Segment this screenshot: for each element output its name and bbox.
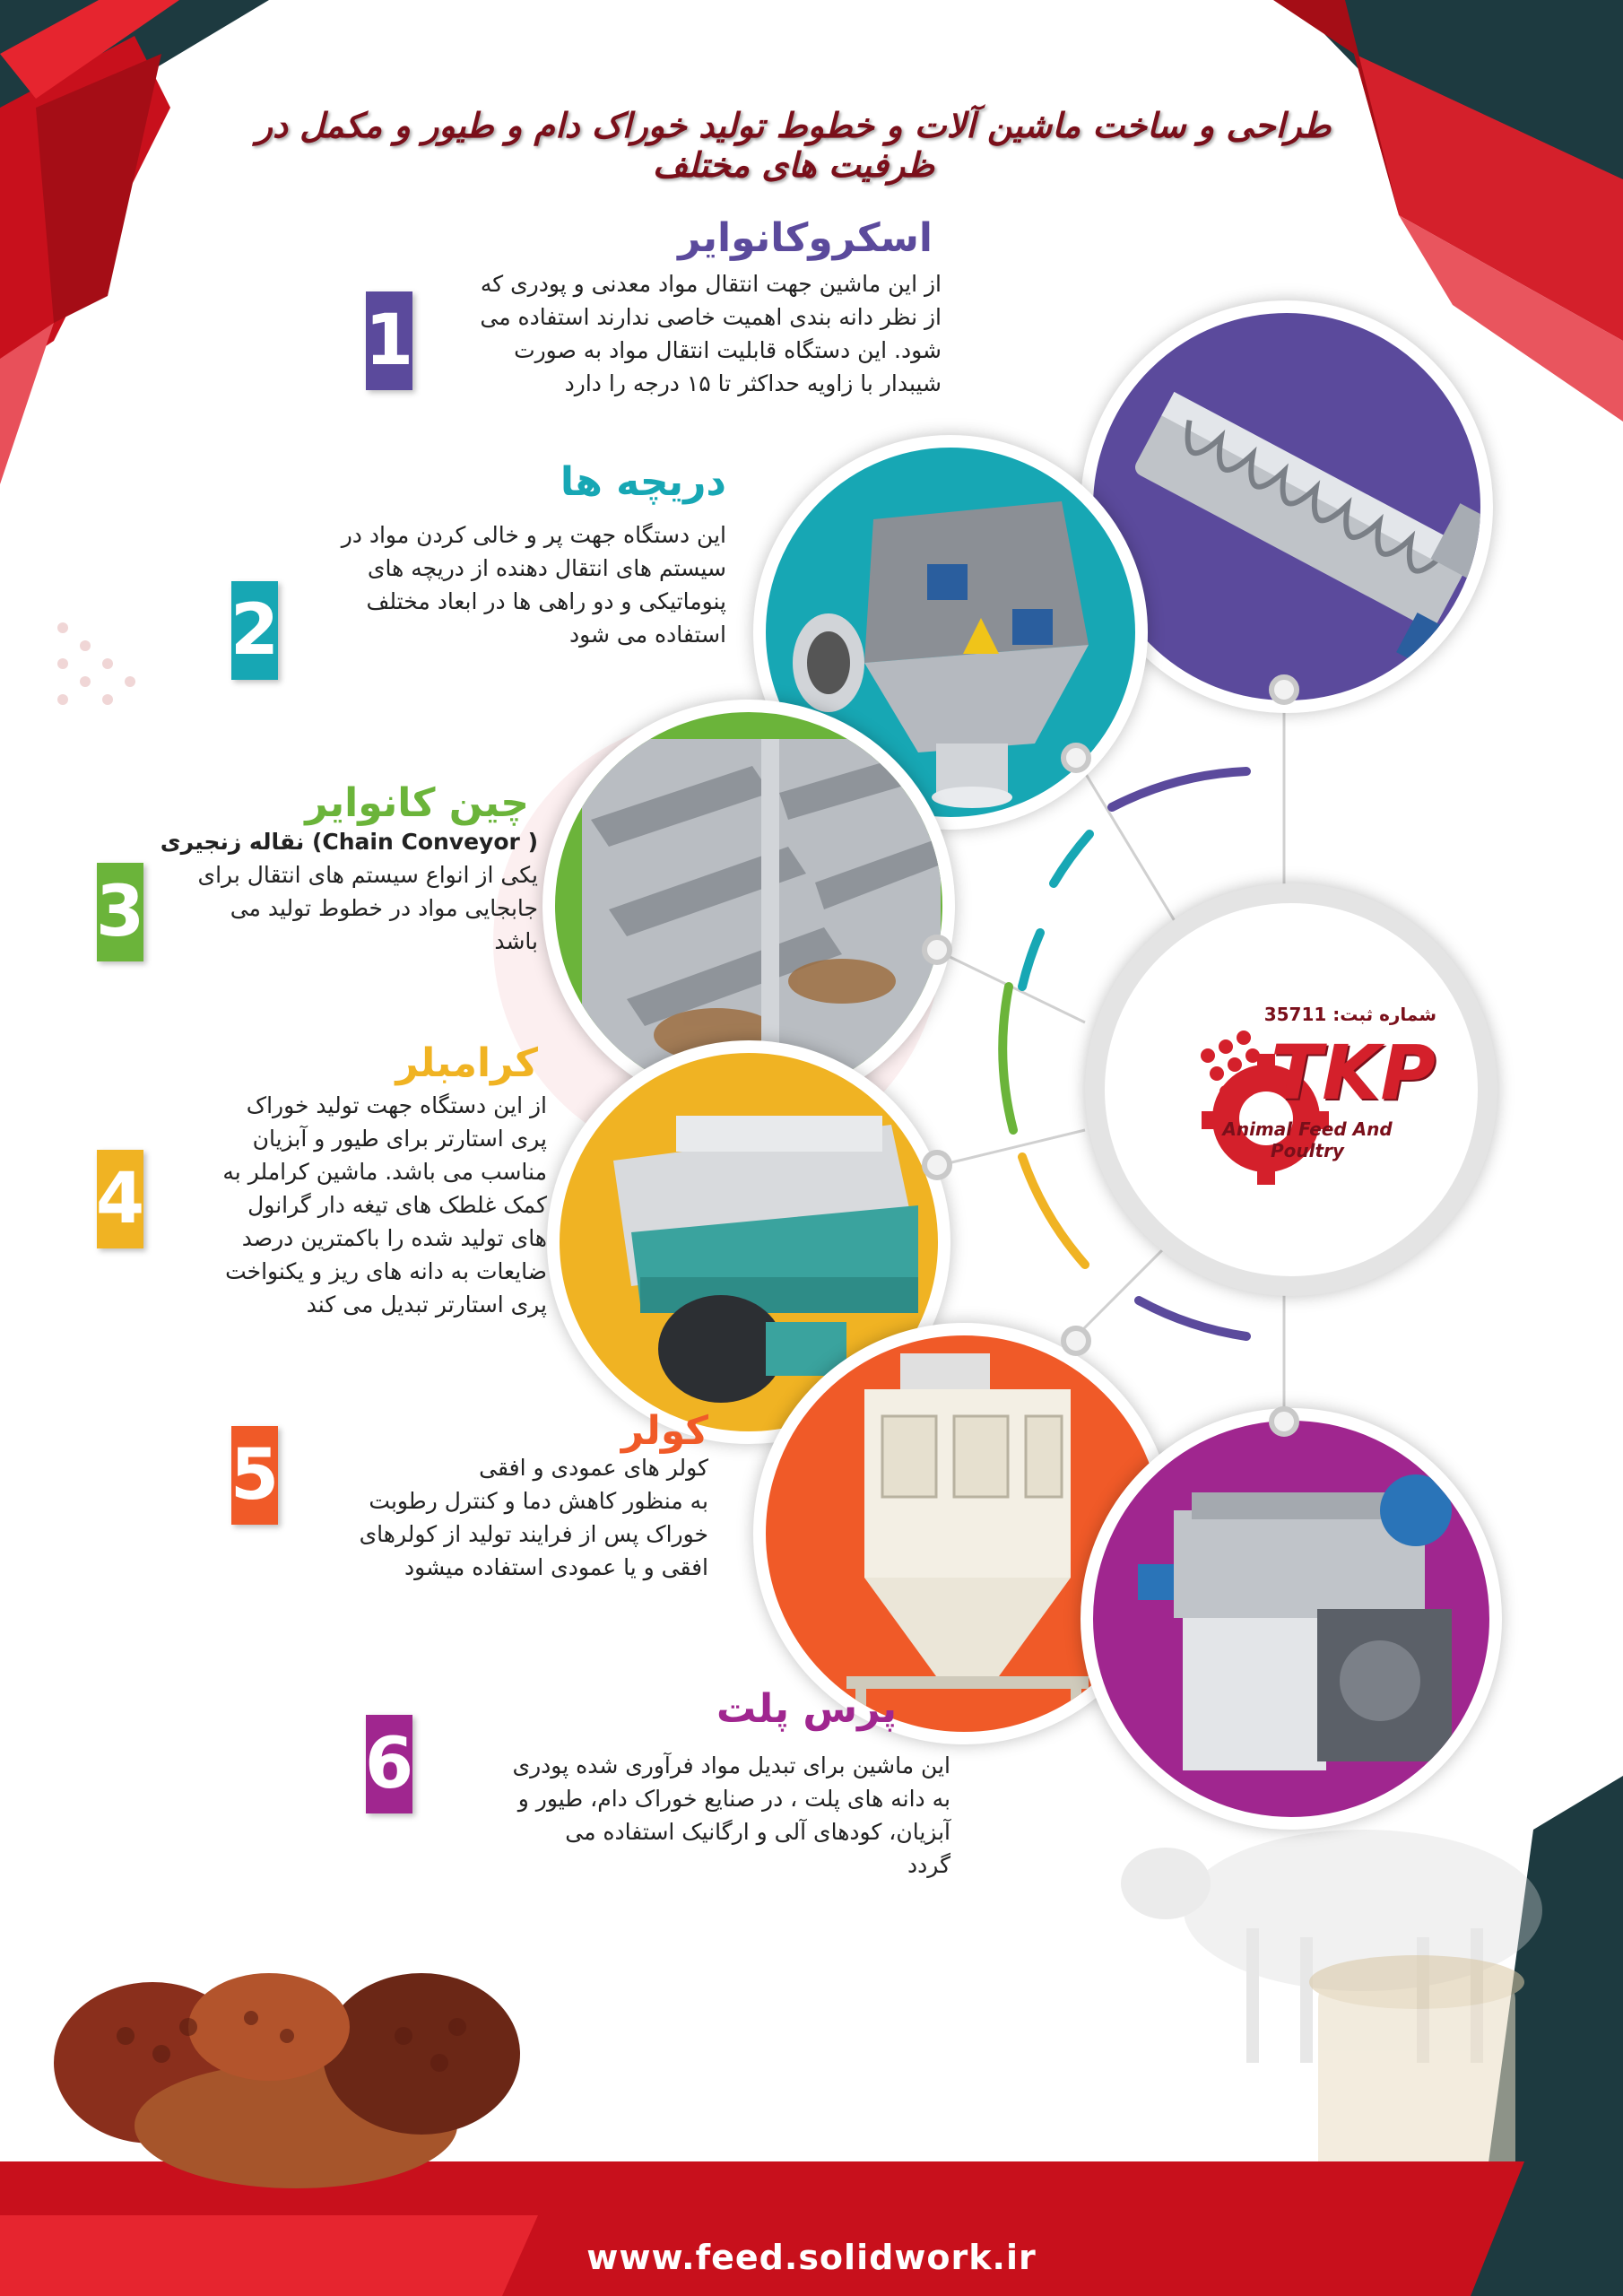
pellet-mill-image bbox=[1081, 1408, 1502, 1830]
section-1-number: 1 bbox=[366, 291, 412, 390]
connector-node bbox=[1061, 1326, 1091, 1356]
page-title: طراحی و ساخت ماشین آلات و خطوط تولید خوراک دام و طیور و مکمل در ظرفیت های مختلف bbox=[256, 106, 1332, 185]
connector-node bbox=[922, 935, 952, 965]
section-3-number: 3 bbox=[97, 863, 143, 961]
section-2-body: این دستگاه جهت پر و خالی کردن مواد در سیستم های انتقال دهنده از دریچه های پنوماتیکی و دو راهی ها در ابعاد مختلف استفاده می شود bbox=[341, 522, 726, 648]
connector-node bbox=[1061, 743, 1091, 773]
logo-text: TKP bbox=[1271, 1029, 1436, 1117]
logo-registration: شماره ثبت: 35711 bbox=[1263, 1004, 1436, 1025]
connector-node bbox=[1269, 1406, 1299, 1437]
section-2-title: دریچه ها bbox=[560, 459, 726, 505]
section-4-number: 4 bbox=[97, 1150, 143, 1248]
section-5-body: کولر های عمودی و افقی به منظور کاهش دما و کنترل رطوبت خوراک پس از فرایند تولید از کولرهای افقی و یا عمودی استفاده میشود bbox=[359, 1455, 708, 1580]
website-url[interactable]: www.feed.solidwork.ir bbox=[586, 2238, 1037, 2277]
connector-node bbox=[1269, 674, 1299, 705]
section-3-title: چین کانوایر bbox=[305, 780, 529, 826]
section-6-title: پرس پلت bbox=[716, 1686, 897, 1732]
section-1-body: از این ماشین جهت انتقال مواد معدنی و پودری که از نظر دانه بندی اهمیت خاصی ندارند استفاده می شود. این دستگاه قابلیت انتقال مواد به صورت شیبدار با زاویه حداکثر تا ۱۵ درجه را دارد bbox=[480, 271, 942, 396]
feed-pellets-image bbox=[45, 1955, 547, 2188]
section-6-body: این ماشین برای تبدیل مواد فرآوری شده پودری به دانه های پلت ، در صنایع خوراک دام، طیور و آبزیان، کودهای آلی و ارگانیک استفاده می گردد bbox=[512, 1752, 950, 1878]
section-4-body: از این دستگاه جهت تولید خوراک پری استارتر برای طیور و آبزیان مناسب می باشد. ماشین کراملر به کمک غلطک های تیغه دار گرانول های تولید شده را باکمترین درصد ضایعات به دانه های ریز و یکنواخت پری استارتر تبدیل می کند bbox=[222, 1092, 547, 1318]
connector-node bbox=[922, 1150, 952, 1180]
section-5-number: 5 bbox=[231, 1426, 278, 1525]
section-1-title: اسکروکانوایر bbox=[678, 215, 933, 261]
section-2-number: 2 bbox=[231, 581, 278, 680]
section-5-title: کولر bbox=[621, 1408, 708, 1454]
section-6-number: 6 bbox=[366, 1715, 412, 1813]
logo-subtitle: Animal Feed And Poultry bbox=[1222, 1118, 1393, 1161]
logo-circle bbox=[1085, 883, 1497, 1296]
section-4-title: کرامبلر bbox=[395, 1040, 538, 1086]
section-3-body: ( Chain Conveyor) نقاله زنجیری یکی از انواع سیستم های انتقال برای جابجایی مواد در خطوط تولید می باشد bbox=[160, 829, 538, 954]
